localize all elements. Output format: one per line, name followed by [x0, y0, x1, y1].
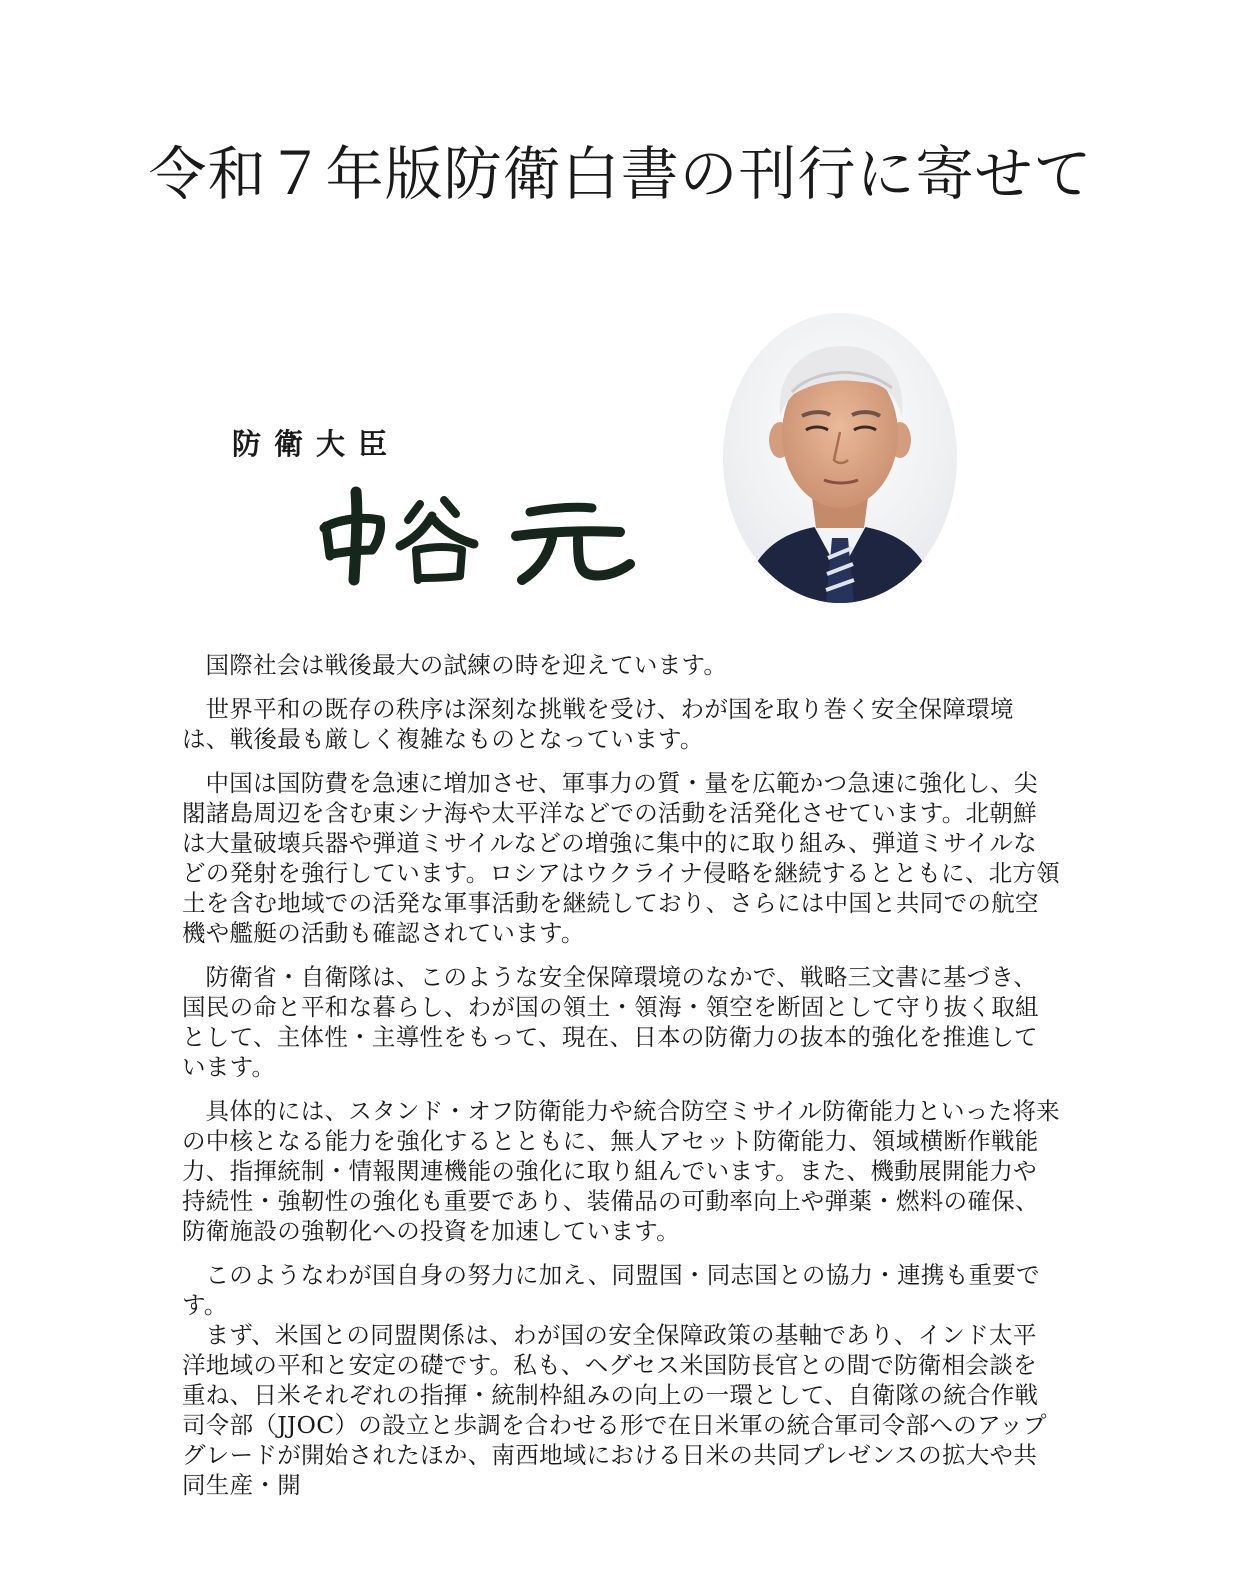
paragraph-6: このようなわが国自身の努力に加え、同盟国・同志国との協力・連携も重要です。 — [182, 1261, 1040, 1319]
paragraph-3: 中国は国防費を急速に増加させ、軍事力の質・量を広範かつ急速に強化し、尖閣諸島周辺を含む東シナ海や太平洋などでの活動を活発化させています。北朝鮮は大量破壊兵器や弾道ミサイルなどの増強に集中的に取り組み、弾道ミサイルなどの発射を強行しています。ロシアはウクライナ侵略を継続するとともに、北方領土を含む地域での活発な軍事活動を継続しており、さらには中国と共同での航空機や艦艇の活動も確認されています。 — [182, 769, 1061, 947]
paragraph-5: 具体的には、スタンド・オフ防衛能力や統合防空ミサイル防衛能力といった将来の中核となる能力を強化するとともに、無人アセット防衛能力、領域横断作戦能力、指揮統制・情報関連機能の強化に取り組んでいます。また、機動展開能力や持続性・強靭性の強化も重要であり、装備品の可動率向上や弾薬・燃料の確保、防衛施設の強靭化への投資を加速しています。 — [182, 1097, 1060, 1245]
minister-portrait — [722, 312, 958, 604]
paragraph-1: 国際社会は戦後最大の試練の時を迎えています。 — [205, 651, 728, 679]
page-title: 令和７年版防衛白書の刊行に寄せて — [148, 140, 1093, 208]
minister-role: 防衛大臣 — [232, 427, 401, 461]
paragraph-4: 防衛省・自衛隊は、このような安全保障環境のなかで、戦略三文書に基づき、国民の命と平和な暮らし、わが国の領土・領海・領空を断固として守り抜く取組として、主体性・主導性をもって、現在、日本の防衛力の抜本的強化を推進しています。 — [182, 963, 1039, 1081]
paragraph-2: 世界平和の既存の秩序は深刻な挑戦を受け、わが国を取り巻く安全保障環境は、戦後最も厳しく複雑なものとなっています。 — [182, 695, 1014, 753]
paragraph-7: まず、米国との同盟関係は、わが国の安全保障政策の基軸であり、インド太平洋地域の平和と安定の礎です。私も、ヘグセス米国防長官との間で防衛相会談を重ね、日米それぞれの指揮・統制枠組みの向上の一環として、自衛隊の統合作戦司令部（JJOC）の設立と歩調を合わせる形で在日米軍の統合軍司令部へのアップグレードが開始されたほか、南西地域における日米の共同プレゼンスの拡大や共同生産・開 — [182, 1321, 1047, 1499]
message-body — [182, 650, 1060, 1500]
minister-signature — [316, 486, 646, 586]
